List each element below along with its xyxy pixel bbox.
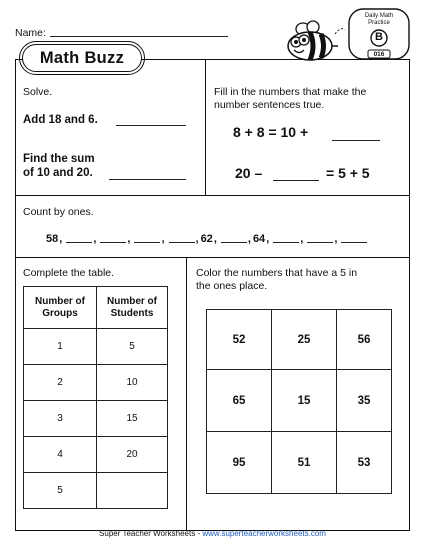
fill-instruction-line-2: number sentences true.	[214, 99, 325, 111]
answer-cell[interactable]	[97, 473, 168, 509]
color-instruction-line-1: Color the numbers that have a 5 in	[196, 267, 358, 279]
question-2-line-2: of 10 and 20.	[23, 167, 93, 179]
sequence-number: 62	[200, 233, 213, 245]
grid-cell[interactable]: 15	[272, 370, 337, 432]
equation-1: 8 + 8 = 10 +	[233, 124, 309, 140]
divider	[205, 59, 206, 195]
grid-cell[interactable]: 35	[337, 370, 392, 432]
table-cell: 3	[24, 401, 97, 437]
column-header: Number of Students	[97, 287, 168, 329]
sequence-blank[interactable]	[341, 241, 367, 243]
divider	[186, 257, 187, 531]
footer	[0, 529, 425, 538]
level-letter: B	[375, 31, 383, 43]
fill-instruction-line-1: Fill in the numbers that make the	[214, 86, 367, 98]
grid-cell[interactable]: 51	[272, 432, 337, 494]
grid-cell[interactable]: 95	[207, 432, 272, 494]
sequence-number: 58	[46, 233, 59, 245]
table-cell: 5	[24, 473, 97, 509]
grid-cell[interactable]: 65	[207, 370, 272, 432]
grid-cell[interactable]: 52	[207, 310, 272, 370]
count-instruction: Count by ones.	[23, 206, 94, 218]
name-label: Name:	[15, 27, 46, 39]
sequence-blank[interactable]	[221, 241, 247, 243]
table-cell: 20	[97, 437, 168, 473]
groups-students-table	[23, 286, 168, 509]
solve-instruction: Solve.	[23, 86, 53, 98]
column-header: Number of Groups	[24, 287, 97, 329]
worksheet-number: 016	[373, 51, 385, 58]
number-grid	[206, 309, 392, 494]
table-cell: 10	[97, 365, 168, 401]
bee-icon	[283, 20, 345, 66]
divider	[15, 257, 410, 258]
footer-text: Super Teacher Worksheets -	[99, 529, 203, 538]
count-sequence: 58 , , , , , 62 , , 64 , , ,	[46, 233, 368, 245]
table-cell: 4	[24, 437, 97, 473]
sequence-blank[interactable]	[307, 241, 333, 243]
answer-2-blank[interactable]	[109, 179, 186, 180]
badge-label-2: Practice	[368, 20, 390, 26]
grid-cell[interactable]: 53	[337, 432, 392, 494]
color-instruction-line-2: the ones place.	[196, 280, 268, 292]
table-cell: 5	[97, 329, 168, 365]
sequence-blank[interactable]	[66, 241, 92, 243]
sequence-number: 64	[252, 233, 266, 245]
question-1: Add 18 and 6.	[23, 114, 98, 126]
sequence-blank[interactable]	[100, 241, 126, 243]
page-title-box	[22, 44, 142, 72]
page-title: Math Buzz	[39, 48, 125, 67]
name-field[interactable]	[50, 36, 228, 37]
divider	[15, 195, 410, 196]
table-cell: 2	[24, 365, 97, 401]
grid-cell[interactable]: 25	[272, 310, 337, 370]
grid-cell[interactable]: 56	[337, 310, 392, 370]
table-instruction: Complete the table.	[23, 267, 115, 279]
equation-2-right: = 5 + 5	[326, 165, 370, 181]
sequence-blank[interactable]	[134, 241, 160, 243]
equation-1-blank[interactable]	[332, 140, 380, 141]
sequence-blank[interactable]	[273, 241, 299, 243]
equation-2-left: 20 –	[235, 165, 263, 181]
level-badge	[348, 8, 410, 60]
answer-1-blank[interactable]	[116, 125, 186, 126]
table-cell: 1	[24, 329, 97, 365]
sequence-blank[interactable]	[169, 241, 195, 243]
equation-2-blank[interactable]	[273, 180, 319, 181]
badge-label-1: Daily Math	[364, 13, 394, 19]
question-2-line-1: Find the sum	[23, 153, 95, 165]
table-cell: 15	[97, 401, 168, 437]
footer-link[interactable]: www.superteacherworksheets.com	[202, 529, 326, 538]
